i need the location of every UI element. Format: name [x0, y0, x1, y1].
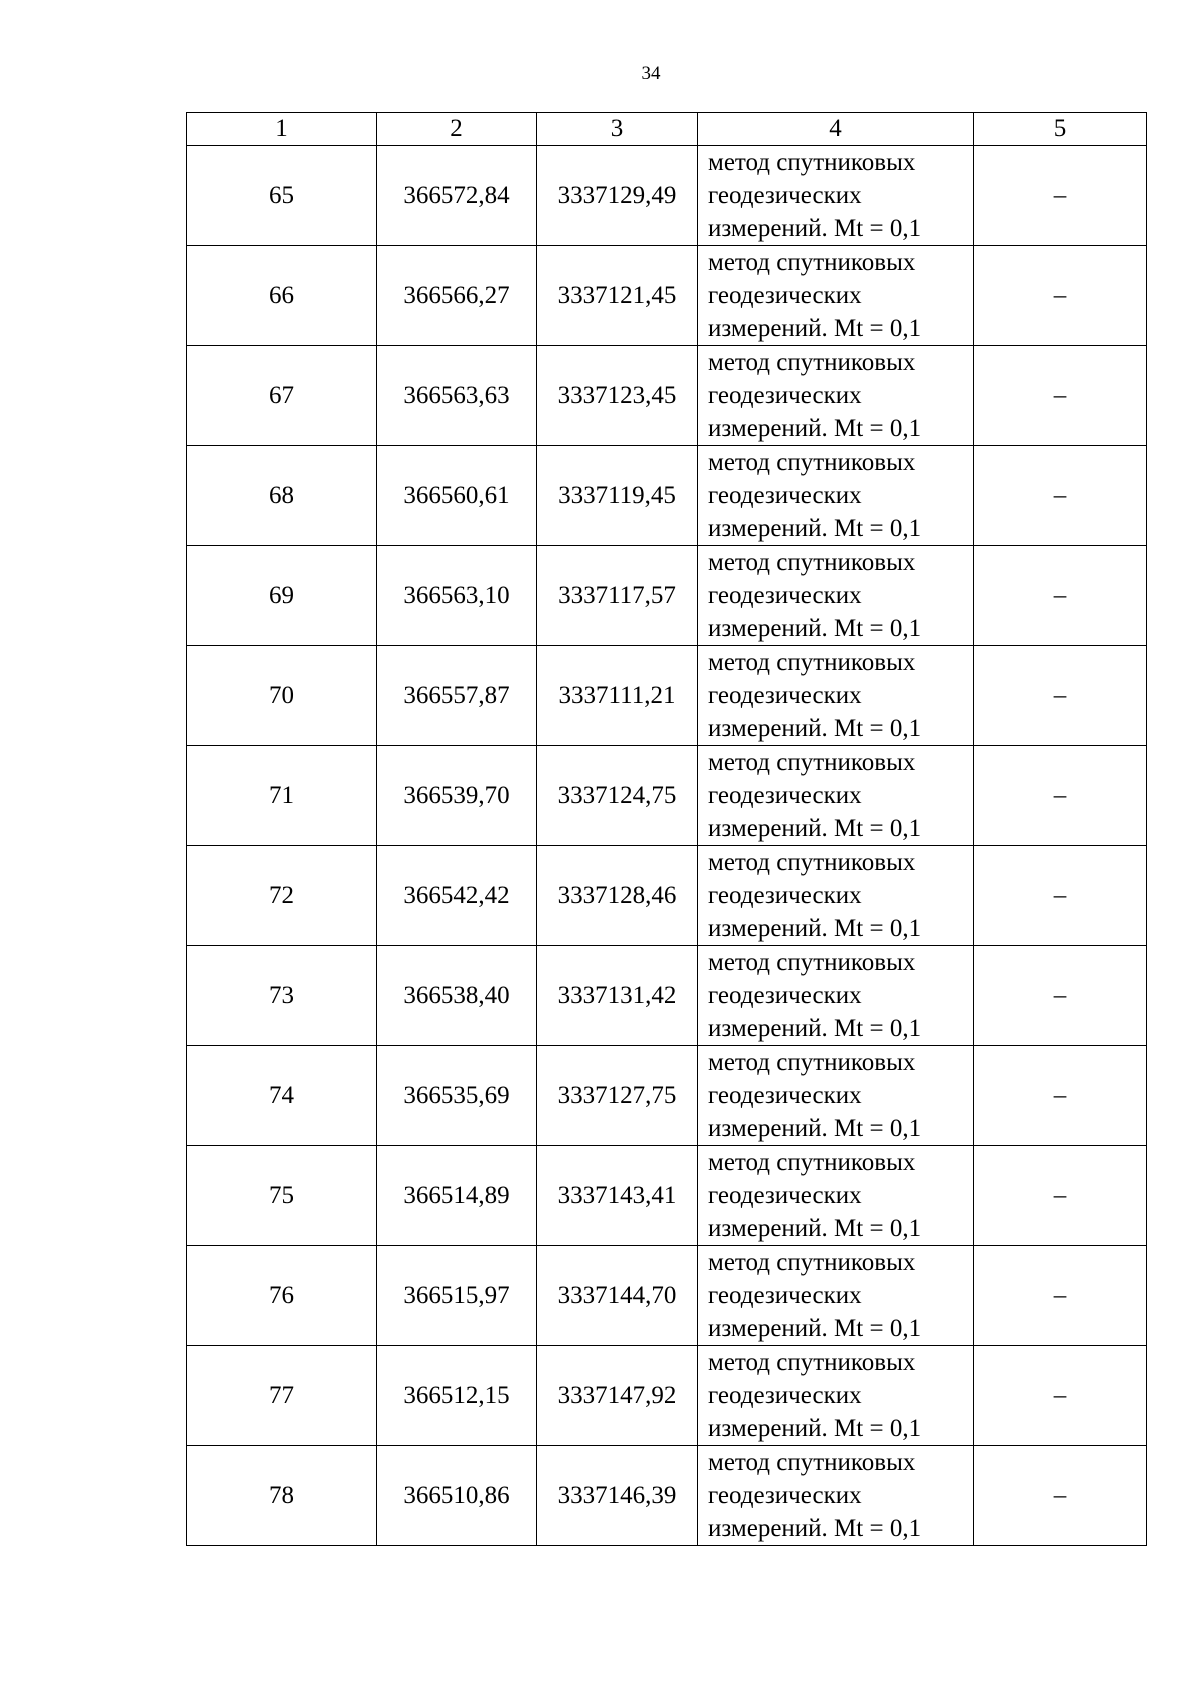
- point-number: 67: [187, 346, 377, 446]
- point-number: 71: [187, 746, 377, 846]
- method-text-line3: измерений. Mt = 0,1: [708, 1315, 922, 1342]
- method-description: [698, 246, 974, 346]
- column-5-value: –: [974, 546, 1147, 646]
- method-text-line3: измерений. Mt = 0,1: [708, 615, 922, 642]
- method-text-line1: метод спутниковых: [708, 1449, 916, 1476]
- method-text-line2: геодезических: [708, 482, 862, 509]
- point-number: 69: [187, 546, 377, 646]
- method-text-line3: измерений. Mt = 0,1: [708, 515, 922, 542]
- method-description: [698, 1146, 974, 1246]
- method-text-line1: метод спутниковых: [708, 1349, 916, 1376]
- point-number: 76: [187, 1246, 377, 1346]
- point-number: 70: [187, 646, 377, 746]
- method-text-line3: измерений. Mt = 0,1: [708, 715, 922, 742]
- table-row: [187, 1446, 1147, 1546]
- column-5-value: –: [974, 846, 1147, 946]
- method-text-line3: измерений. Mt = 0,1: [708, 1115, 922, 1142]
- column-header-4: 4: [698, 113, 974, 146]
- column-5-value: –: [974, 1146, 1147, 1246]
- method-text-line1: метод спутниковых: [708, 349, 916, 376]
- method-text-line1: метод спутниковых: [708, 1049, 916, 1076]
- method-description: [698, 846, 974, 946]
- point-number: 66: [187, 246, 377, 346]
- coordinate-x: 366563,63: [377, 346, 537, 446]
- point-number: 68: [187, 446, 377, 546]
- coordinate-x: 366560,61: [377, 446, 537, 546]
- coordinate-x: 366557,87: [377, 646, 537, 746]
- table-row: [187, 1246, 1147, 1346]
- method-text-line2: геодезических: [708, 1382, 862, 1409]
- method-text-line3: измерений. Mt = 0,1: [708, 215, 922, 242]
- table-row: [187, 1046, 1147, 1146]
- coordinate-x: 366542,42: [377, 846, 537, 946]
- point-number: 74: [187, 1046, 377, 1146]
- column-header-5: 5: [974, 113, 1147, 146]
- method-text-line1: метод спутниковых: [708, 949, 916, 976]
- point-number: 75: [187, 1146, 377, 1246]
- method-text-line1: метод спутниковых: [708, 449, 916, 476]
- table-row: [187, 546, 1147, 646]
- column-5-value: –: [974, 1446, 1147, 1546]
- table-row: [187, 846, 1147, 946]
- coordinate-x: 366572,84: [377, 146, 537, 246]
- column-5-value: –: [974, 346, 1147, 446]
- method-description: [698, 546, 974, 646]
- column-5-value: –: [974, 146, 1147, 246]
- column-header-1: 1: [187, 113, 377, 146]
- method-description: [698, 646, 974, 746]
- table-row: [187, 446, 1147, 546]
- point-number: 78: [187, 1446, 377, 1546]
- method-text-line3: измерений. Mt = 0,1: [708, 415, 922, 442]
- coordinate-x: 366510,86: [377, 1446, 537, 1546]
- coordinate-y: 3337144,70: [537, 1246, 698, 1346]
- method-text-line1: метод спутниковых: [708, 849, 916, 876]
- method-text-line1: метод спутниковых: [708, 649, 916, 676]
- method-text-line2: геодезических: [708, 282, 862, 309]
- method-text-line2: геодезических: [708, 682, 862, 709]
- coordinate-x: 366512,15: [377, 1346, 537, 1446]
- method-text-line2: геодезических: [708, 182, 862, 209]
- coordinate-y: 3337121,45: [537, 246, 698, 346]
- method-text-line3: измерений. Mt = 0,1: [708, 915, 922, 942]
- method-text-line1: метод спутниковых: [708, 1149, 916, 1176]
- coordinate-x: 366563,10: [377, 546, 537, 646]
- column-5-value: –: [974, 246, 1147, 346]
- column-5-value: –: [974, 946, 1147, 1046]
- coordinate-x: 366514,89: [377, 1146, 537, 1246]
- table-row: [187, 746, 1147, 846]
- coordinate-x: 366538,40: [377, 946, 537, 1046]
- column-5-value: –: [974, 1046, 1147, 1146]
- method-text-line1: метод спутниковых: [708, 1249, 916, 1276]
- method-description: [698, 346, 974, 446]
- point-number: 77: [187, 1346, 377, 1446]
- method-text-line3: измерений. Mt = 0,1: [708, 315, 922, 342]
- method-description: [698, 446, 974, 546]
- page-number: 34: [641, 63, 661, 84]
- table-row: [187, 246, 1147, 346]
- method-text-line2: геодезических: [708, 1282, 862, 1309]
- coordinate-y: 3337147,92: [537, 1346, 698, 1446]
- method-text-line3: измерений. Mt = 0,1: [708, 1215, 922, 1242]
- method-description: [698, 146, 974, 246]
- coordinate-y: 3337117,57: [537, 546, 698, 646]
- table-row: [187, 146, 1147, 246]
- method-text-line1: метод спутниковых: [708, 149, 916, 176]
- column-5-value: –: [974, 746, 1147, 846]
- column-header-2: 2: [377, 113, 537, 146]
- coordinates-table: [186, 112, 1147, 1546]
- coordinate-y: 3337124,75: [537, 746, 698, 846]
- coordinate-y: 3337127,75: [537, 1046, 698, 1146]
- method-text-line1: метод спутниковых: [708, 549, 916, 576]
- table-row: [187, 946, 1147, 1046]
- method-text-line1: метод спутниковых: [708, 749, 916, 776]
- method-text-line1: метод спутниковых: [708, 249, 916, 276]
- table-row: [187, 1346, 1147, 1446]
- method-text-line2: геодезических: [708, 1482, 862, 1509]
- coordinate-x: 366535,69: [377, 1046, 537, 1146]
- coordinate-y: 3337119,45: [537, 446, 698, 546]
- point-number: 72: [187, 846, 377, 946]
- point-number: 73: [187, 946, 377, 1046]
- method-text-line3: измерений. Mt = 0,1: [708, 815, 922, 842]
- method-text-line3: измерений. Mt = 0,1: [708, 1515, 922, 1542]
- column-5-value: –: [974, 1346, 1147, 1446]
- method-description: [698, 1346, 974, 1446]
- coordinate-x: 366566,27: [377, 246, 537, 346]
- method-description: [698, 946, 974, 1046]
- coordinate-y: 3337146,39: [537, 1446, 698, 1546]
- table-row: [187, 646, 1147, 746]
- coordinate-y: 3337129,49: [537, 146, 698, 246]
- method-text-line3: измерений. Mt = 0,1: [708, 1415, 922, 1442]
- method-text-line3: измерений. Mt = 0,1: [708, 1015, 922, 1042]
- coordinate-y: 3337128,46: [537, 846, 698, 946]
- coordinate-y: 3337143,41: [537, 1146, 698, 1246]
- column-5-value: –: [974, 646, 1147, 746]
- point-number: 65: [187, 146, 377, 246]
- column-5-value: –: [974, 1246, 1147, 1346]
- method-text-line2: геодезических: [708, 582, 862, 609]
- method-description: [698, 1446, 974, 1546]
- method-description: [698, 1246, 974, 1346]
- method-text-line2: геодезических: [708, 782, 862, 809]
- method-text-line2: геодезических: [708, 882, 862, 909]
- method-text-line2: геодезических: [708, 1082, 862, 1109]
- method-text-line2: геодезических: [708, 1182, 862, 1209]
- coordinate-y: 3337131,42: [537, 946, 698, 1046]
- table-row: [187, 346, 1147, 446]
- method-text-line2: геодезических: [708, 982, 862, 1009]
- method-description: [698, 746, 974, 846]
- column-5-value: –: [974, 446, 1147, 546]
- column-header-3: 3: [537, 113, 698, 146]
- method-text-line2: геодезических: [708, 382, 862, 409]
- coordinate-x: 366539,70: [377, 746, 537, 846]
- coordinate-y: 3337123,45: [537, 346, 698, 446]
- table-header-row: [187, 113, 1147, 146]
- table-row: [187, 1146, 1147, 1246]
- coordinate-y: 3337111,21: [537, 646, 698, 746]
- method-description: [698, 1046, 974, 1146]
- coordinate-x: 366515,97: [377, 1246, 537, 1346]
